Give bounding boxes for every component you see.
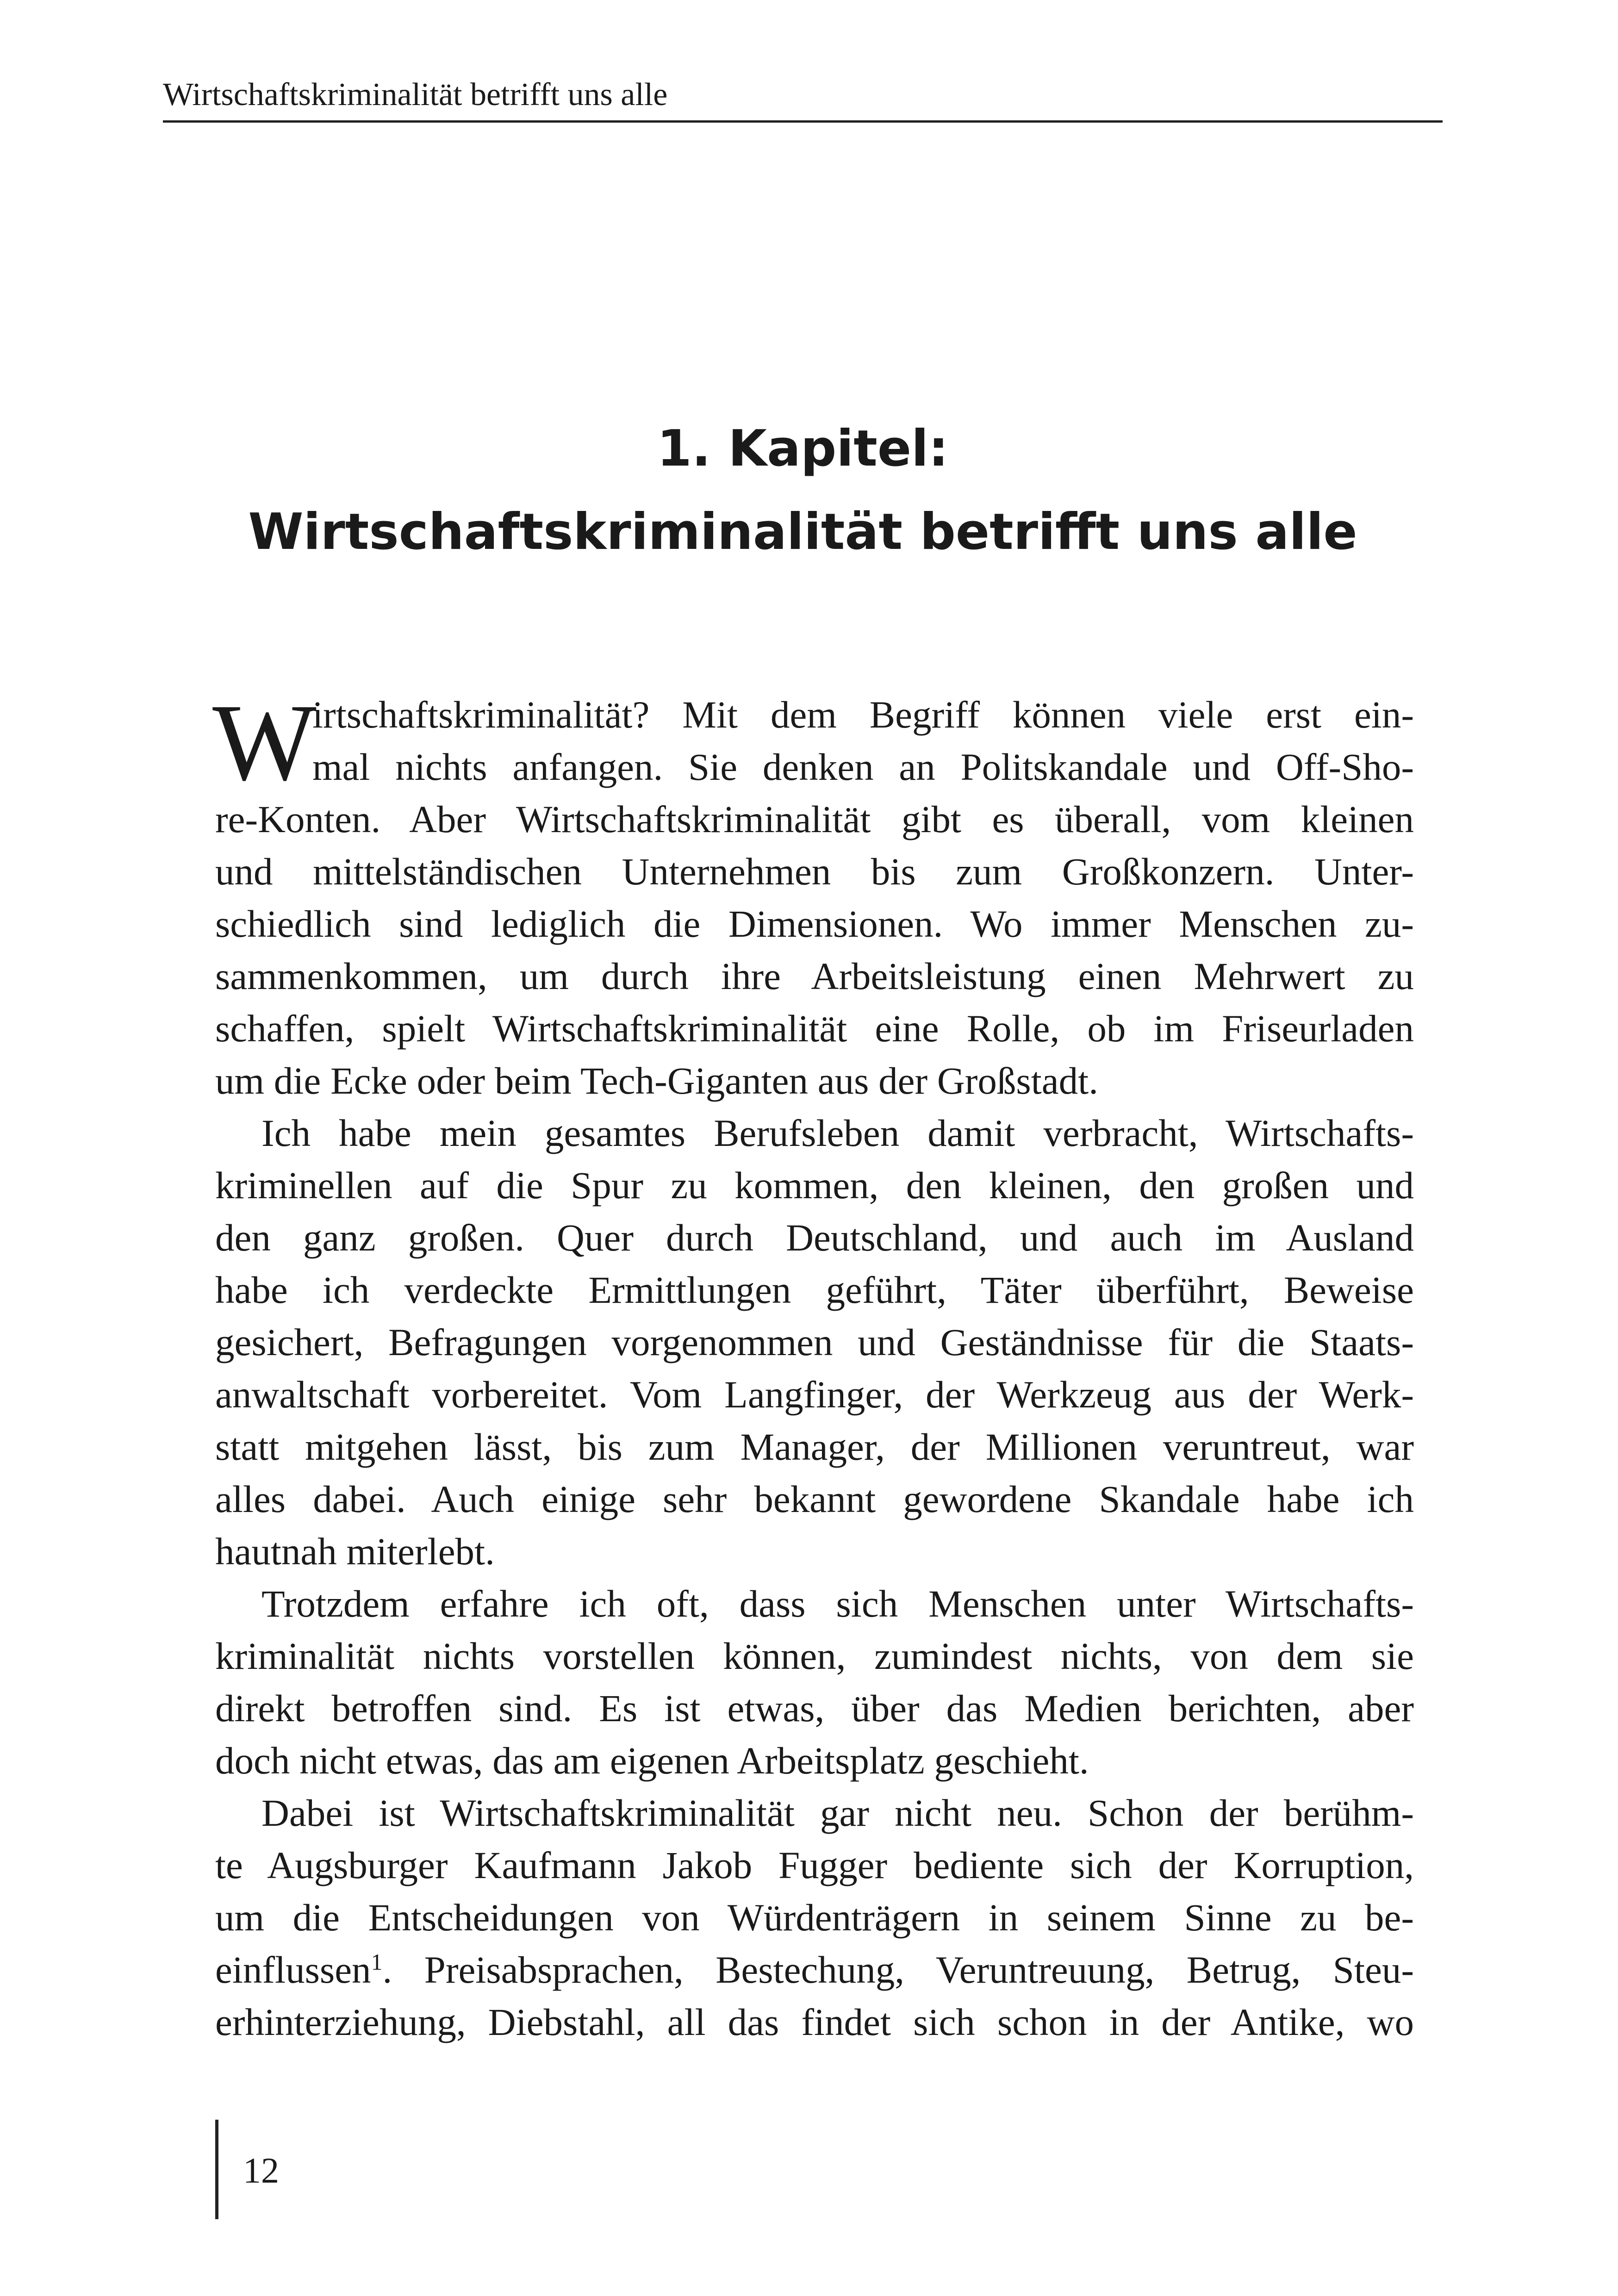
text-line: schaffen, spielt Wirtschaftskriminalität eine Rolle, ob im Friseurladen (215, 1007, 1414, 1050)
text-line: alles dabei. Auch einige sehr bekannt gewordene Skandale habe ich (215, 1478, 1414, 1520)
text-line: Ich habe mein gesamtes Berufsleben damit verbracht, Wirtschafts- (261, 1112, 1414, 1154)
text-line: kriminellen auf die Spur zu kommen, den kleinen, den großen und (215, 1164, 1414, 1207)
text-line: sammenkommen, um durch ihre Arbeitsleistung einen Mehrwert zu (215, 955, 1414, 997)
text-line: und mittelständischen Unternehmen bis zum Großkonzern. Unter- (215, 850, 1414, 893)
text-line: kriminalität nichts vorstellen können, zumindest nichts, von dem sie (215, 1635, 1414, 1677)
footnote-marker[interactable]: 1 (371, 1949, 383, 1975)
text-line: irtschaftskriminalität? Mit dem Begriff können viele erst ein- (312, 693, 1414, 736)
text-line: erhinterziehung, Diebstahl, all das findet sich schon in der Antike, wo (215, 2001, 1414, 2043)
text-line: Dabei ist Wirtschaftskriminalität gar nicht neu. Schon der berühm- (261, 1792, 1414, 1834)
text-line (215, 1944, 1414, 1996)
text-segment: . Preisabsprachen, Bestechung, Veruntreuung, Betrug, Steu- (382, 1948, 1414, 1991)
text-segment: einflussen (215, 1948, 371, 1991)
chapter-title: Wirtschaftskriminalität betrifft uns alle (248, 503, 1357, 561)
text-line: mal nichts anfangen. Sie denken an Politskandale und Off-Sho- (312, 746, 1414, 788)
text-line: um die Ecke oder beim Tech-Giganten aus der Großstadt. (215, 1059, 1098, 1102)
chapter-heading (163, 407, 1443, 574)
text-line: statt mitgehen lässt, bis zum Manager, der Millionen veruntreut, war (215, 1425, 1414, 1468)
chapter-number: 1. Kapitel: (657, 420, 949, 478)
text-line: hautnah miterlebt. (215, 1530, 495, 1573)
running-head (163, 69, 1443, 123)
text-line: Trotzdem erfahre ich oft, dass sich Menschen unter Wirtschafts- (261, 1582, 1414, 1625)
text-line: direkt betroffen sind. Es ist etwas, über das Medien berichten, aber (215, 1687, 1414, 1730)
text-line: den ganz großen. Quer durch Deutschland, und auch im Ausland (215, 1216, 1414, 1259)
text-line: habe ich verdeckte Ermittlungen geführt, Täter überführt, Beweise (215, 1269, 1414, 1311)
text-line: re-Konten. Aber Wirtschaftskriminalität gibt es überall, vom kleinen (215, 798, 1414, 840)
page-number-rule (215, 2120, 218, 2219)
running-head-title: Wirtschaftskriminalität betrifft uns alle (163, 77, 668, 112)
text-line: gesichert, Befragungen vorgenommen und Geständnisse für die Staats- (215, 1321, 1414, 1363)
text-line: te Augsburger Kaufmann Jakob Fugger bediente sich der Korruption, (215, 1844, 1414, 1886)
text-line: um die Entscheidungen von Würdenträgern in seinem Sinne zu be- (215, 1896, 1414, 1939)
drop-cap: W (212, 682, 317, 803)
text-line: schiedlich sind lediglich die Dimensionen. Wo immer Menschen zu- (215, 902, 1414, 945)
body-text (212, 682, 1414, 2048)
page-number: 12 (243, 2150, 279, 2190)
text-line: anwaltschaft vorbereitet. Vom Langfinger, der Werkzeug aus der Werk- (215, 1373, 1414, 1416)
text-line: doch nicht etwas, das am eigenen Arbeitsplatz geschieht. (215, 1739, 1089, 1782)
